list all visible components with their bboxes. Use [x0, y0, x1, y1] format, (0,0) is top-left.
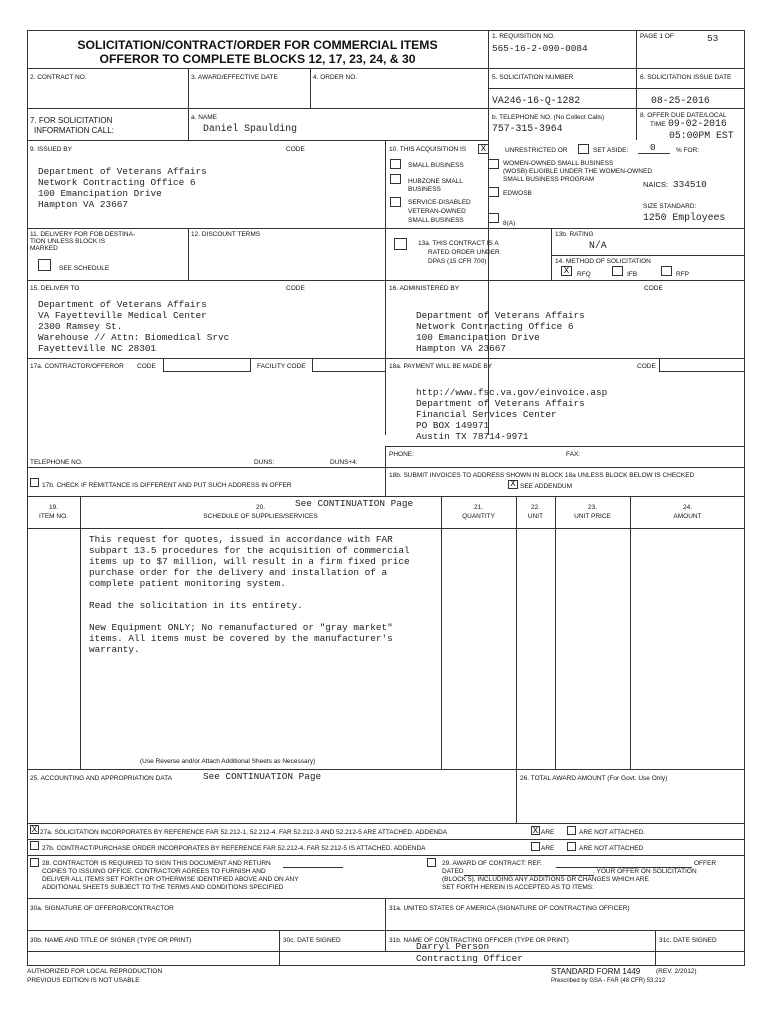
deliver-to-line-4: Warehouse // Attn: Biomedical Srvc [38, 332, 230, 343]
clause-27b-checkbox[interactable] [30, 841, 39, 850]
contractor-sign-checkbox[interactable] [30, 858, 39, 867]
co-date-label: 31c. DATE SIGNED [659, 937, 717, 944]
contact-name-label: a. NAME [191, 114, 218, 121]
contractor-sign-text-1: 28. CONTRACTOR IS REQUIRED TO SIGN THIS DOCUMENT AND RETURN [42, 860, 271, 867]
contact-name-value[interactable]: Daniel Spaulding [203, 123, 298, 134]
addenda-27a-are-mark: X [532, 826, 539, 836]
col-schedule-1: 20. [255, 504, 266, 511]
payment-line-3: Financial Services Center [416, 409, 557, 420]
payment-code-label: CODE [637, 363, 656, 370]
contractor-label: 17a. CONTRACTOR/OFFEROR [30, 363, 124, 370]
sdvosb-label-2: VETERAN-OWNED [408, 208, 466, 215]
total-award-label: 26. TOTAL AWARD AMOUNT (For Govt. Use Only) [520, 775, 668, 782]
addenda-27b-are-checkbox[interactable] [531, 842, 540, 851]
offer-due-time-label: TIME [650, 121, 666, 128]
payment-fax-label: FAX: [566, 451, 581, 458]
fob-label-1: 11. DELIVERY FOR FOB DESTINA- [30, 231, 136, 238]
signer-row-border [27, 930, 745, 966]
col-unit-price-2: UNIT PRICE [574, 513, 611, 520]
set-aside-checkbox[interactable] [578, 144, 589, 154]
payment-line-2: Department of Veterans Affairs [416, 398, 585, 409]
facility-code-box[interactable] [312, 358, 386, 372]
info-call-label-2: INFORMATION CALL: [34, 126, 114, 135]
issued-by-line-1: Department of Veterans Affairs [38, 166, 207, 177]
sdvosb-label-3: SMALL BUSINESS [408, 217, 464, 224]
administered-by-label: 16. ADMINISTERED BY [389, 285, 460, 292]
wosb-label-3: SMALL BUSINESS PROGRAM [503, 176, 595, 183]
signer-name-label: 30b. NAME AND TITLE OF SIGNER (TYPE OR PRINT) [30, 937, 192, 944]
form-subtitle: OFFEROR TO COMPLETE BLOCKS 12, 17, 23, 24, & 30 [99, 52, 416, 66]
award-date-label: 3. AWARD/EFFECTIVE DATE [191, 74, 278, 81]
set-aside-percent-label: % FOR: [676, 147, 700, 154]
offer-due-date-value[interactable]: 09-02-2016 [668, 118, 727, 129]
award-text-2a: DATED [442, 868, 464, 875]
contractor-sign-text-4: ADDITIONAL SHEETS SUBJECT TO THE TERMS AND CONDITIONS SPECIFIED [42, 884, 284, 891]
rated-order-label-3: DPAS (15 CFR 700) [428, 258, 487, 265]
small-business-label: SMALL BUSINESS [408, 162, 464, 169]
unrestricted-mark: X [480, 144, 487, 154]
hubzone-checkbox[interactable] [390, 174, 401, 184]
solicitation-method-label: 14. METHOD OF SOLICITATION [555, 258, 651, 265]
footer-previous-edition: PREVIOUS EDITION IS NOT USABLE [27, 977, 140, 984]
sdvosb-checkbox[interactable] [390, 197, 401, 207]
contractor-duns4-label: DUNS+4: [330, 459, 358, 466]
contractor-code-label: CODE [137, 363, 156, 370]
deliver-to-line-3: 2300 Ramsey St. [38, 321, 123, 332]
accounting-label: 25. ACCOUNTING AND APPROPRIATION DATA [30, 775, 172, 782]
award-text-1b: OFFER [694, 860, 717, 867]
reverse-note: (Use Reverse and/or Attach Additional Sheets as Necessary) [140, 758, 316, 765]
co-title-value: Contracting Officer [416, 953, 523, 964]
naics-label: NAICS: [643, 180, 669, 189]
offeror-signature-label: 30a. SIGNATURE OF OFFEROR/CONTRACTOR [30, 905, 174, 912]
eight-a-label: 8(A) [503, 220, 516, 227]
addendum-label: SEE ADDENDUM [520, 483, 573, 490]
requisition-value[interactable]: 565-16-2-090-0084 [492, 43, 588, 54]
col-schedule-2: SCHEDULE OF SUPPLIES/SERVICES [203, 513, 318, 520]
addenda-27b-are-label: ARE [541, 845, 555, 852]
administered-by-code-label: CODE [644, 285, 663, 292]
issued-by-label: 9. ISSUED BY [30, 146, 72, 153]
see-schedule-checkbox[interactable] [38, 259, 51, 271]
order-no-label: 4. ORDER NO. [313, 74, 358, 81]
col-item-no-2: ITEM NO. [39, 513, 68, 520]
discount-terms-label: 12. DISCOUNT TERMS [191, 231, 261, 238]
unrestricted-label: UNRESTRICTED OR [505, 147, 568, 154]
deliver-to-line-5: Fayetteville NC 28301 [38, 343, 157, 354]
issued-by-line-2: Network Contracting Office 6 [38, 177, 196, 188]
fob-label-2: TION UNLESS BLOCK IS [30, 238, 106, 245]
rated-order-checkbox[interactable] [394, 238, 407, 250]
schedule-line-5: complete patient monitoring system. [89, 578, 286, 589]
clause-27a-mark: X [31, 825, 38, 835]
offer-due-label: 8. OFFER DUE DATE/LOCAL [640, 112, 727, 119]
see-schedule-label: SEE SCHEDULE [59, 265, 110, 272]
solicitation-issue-date-value[interactable]: 08-25-2016 [651, 95, 710, 106]
wosb-checkbox[interactable] [488, 159, 499, 169]
contractor-duns-label: DUNS: [254, 459, 275, 466]
administered-by-line-3: 100 Emancipation Drive [416, 332, 540, 343]
rated-order-label-2: RATED ORDER UNDER [428, 249, 500, 256]
schedule-line-3: items up to $7 million, will result in a firm fixed price [89, 556, 410, 567]
schedule-line-11: warranty. [89, 644, 140, 655]
addenda-27a-not-label: ARE NOT ATTACHED. [579, 829, 646, 836]
issued-by-line-4: Hampton VA 23667 [38, 199, 129, 210]
solicitation-number-value[interactable]: VA246-16-Q-1282 [492, 95, 581, 106]
page-label: PAGE 1 OF [640, 33, 674, 40]
award-text-3: (BLOCK 5), INCLUDING ANY ADDITIONS OR CHANGES WHICH ARE [442, 876, 649, 883]
col-unit-1: 22. [530, 504, 541, 511]
contractor-sign-text-2: COPIES TO ISSUING OFFICE. CONTRACTOR AGREES TO FURNISH AND [42, 868, 266, 875]
issued-by-line-3: 100 Emancipation Drive [38, 188, 162, 199]
offer-due-time-value[interactable]: 05:00PM EST [669, 130, 734, 141]
rated-order-label-1: 13a. THIS CONTRACT IS A [418, 240, 499, 247]
award-text-4: SET FORTH HEREIN IS ACCEPTED AS TO ITEMS: [442, 884, 594, 891]
deliver-to-label: 15. DELIVER TO [30, 285, 80, 292]
clause-27b-label: 27b. CONTRACT/PURCHASE ORDER INCORPORATES BY REFERENCE FAR 52.212-4. FAR 52.212-5 IS ATTACHED. ADDENDA [42, 845, 426, 852]
schedule-line-10: items. All items must be covered by the manufacturer's [89, 633, 393, 644]
acquisition-label: 10. THIS ACQUISITION IS [389, 146, 467, 153]
schedule-line-9: New Equipment ONLY; No remanufactured or "gray market" [89, 622, 393, 633]
wosb-label-2: (WOSB) ELIGIBLE UNDER THE WOMEN-OWNED [503, 168, 653, 175]
edwosb-label: EDWOSB [503, 190, 532, 197]
award-text-2b: . YOUR OFFER ON SOLICITATION [593, 868, 697, 875]
set-aside-label: SET ASIDE: [593, 147, 629, 154]
requisition-label: 1. REQUISITION NO. [492, 33, 555, 40]
rfq-mark: X [563, 266, 570, 276]
contractor-sign-text-3: DELIVER ALL ITEMS SET FORTH OR OTHERWISE IDENTIFIED ABOVE AND ON ANY [42, 876, 299, 883]
addenda-27a-are-label: ARE [541, 829, 555, 836]
accounting-value: See CONTINUATION Page [203, 771, 322, 782]
schedule-line-7: Read the solicitation in its entirety. [89, 600, 303, 611]
edwosb-checkbox[interactable] [488, 187, 499, 197]
schedule-line-1: This request for quotes, issued in accordance with FAR [89, 534, 393, 545]
co-name-label: 31b. NAME OF CONTRACTING OFFICER (TYPE OR PRINT) [389, 937, 569, 944]
footer-revision: (REV. 2/2012) [656, 968, 697, 975]
co-signature-label: 31a. UNITED STATES OF AMERICA (SIGNATURE OF CONTRACTING OFFICER) [389, 905, 630, 912]
payment-code-box[interactable] [659, 358, 745, 372]
footer-reproduction: AUTHORIZED FOR LOCAL REPRODUCTION [27, 968, 163, 975]
fob-label-3: MARKED [30, 245, 58, 252]
form-title: SOLICITATION/CONTRACT/ORDER FOR COMMERCIAL ITEMS [77, 38, 438, 52]
wosb-label-1: WOMEN-OWNED SMALL BUSINESS [503, 160, 614, 167]
administered-by-line-4: Hampton VA 23667 [416, 343, 507, 354]
payment-line-1: http://www.fsc.va.gov/einvoice.asp [416, 387, 608, 398]
rating-value[interactable]: N/A [589, 240, 607, 251]
award-checkbox[interactable] [427, 858, 436, 867]
clause-27a-label: 27a. SOLICITATION INCORPORATES BY REFERENCE FAR 52.212-1, 52.212-4. FAR 52.212-3 AND 52.212-5 ARE ATTACHED. ADDENDA [40, 829, 448, 836]
deliver-to-line-2: VA Fayetteville Medical Center [38, 310, 207, 321]
contact-phone-value[interactable]: 757-315-3964 [492, 123, 563, 134]
footer-prescribed: Prescribed by GSA - FAR (48 CFR) 53.212 [551, 978, 666, 984]
col-amount-2: AMOUNT [673, 513, 702, 520]
col-quantity-2: QUANTITY [462, 513, 495, 520]
addenda-27a-not-checkbox[interactable] [567, 826, 576, 835]
rfp-label: RFP [676, 271, 689, 278]
payment-line-5: Austin TX 78714-9971 [416, 431, 529, 442]
contractor-telephone-label: TELEPHONE NO. [30, 459, 83, 466]
schedule-line-4: purchase order for the delivery and installation of a [89, 567, 388, 578]
solicitation-issue-date-label: 6. SOLICITATION ISSUE DATE [640, 74, 732, 81]
contractor-code-box[interactable] [163, 358, 251, 372]
co-name-value: Darryl Person [416, 941, 490, 952]
remittance-checkbox[interactable] [30, 478, 39, 487]
col-quantity-1: 21. [473, 504, 484, 511]
info-call-label-1: 7. FOR SOLICITATION [30, 116, 113, 125]
size-standard-value[interactable]: 1250 Employees [643, 212, 726, 223]
administered-by-line-1: Department of Veterans Affairs [416, 310, 585, 321]
small-business-checkbox[interactable] [390, 159, 401, 169]
facility-code-label: FACILITY CODE [257, 363, 306, 370]
addendum-mark: X [510, 479, 516, 489]
sdvosb-label-1: SERVICE-DISABLED [408, 199, 471, 206]
addenda-27b-not-label: ARE NOT ATTACHED [579, 845, 644, 852]
page-total: 53 [707, 33, 719, 44]
rating-label: 13b. RATING [555, 231, 594, 238]
hubzone-label-1: HUBZONE SMALL [408, 178, 463, 185]
footer-form-number: STANDARD FORM 1449 [551, 967, 641, 976]
eight-a-checkbox[interactable] [488, 213, 499, 223]
rfp-checkbox[interactable] [661, 266, 672, 276]
issued-by-code-label: CODE [286, 146, 305, 153]
deliver-to-code-label: CODE [286, 285, 305, 292]
offeror-date-label: 30c. DATE SIGNED [283, 937, 341, 944]
ifb-label: IFB [627, 271, 638, 278]
award-text-1a: 29. AWARD OF CONTRACT: REF. [442, 860, 542, 867]
contract-no-label: 2. CONTRACT NO. [30, 74, 87, 81]
col-schedule-note: See CONTINUATION Page [295, 498, 414, 509]
naics-value[interactable]: 334510 [673, 179, 707, 190]
form-border-top [27, 30, 745, 452]
size-standard-label: SIZE STANDARD: [643, 203, 697, 210]
hubzone-label-2: BUSINESS [408, 186, 441, 193]
deliver-to-line-1: Department of Veterans Affairs [38, 299, 207, 310]
col-amount-1: 24. [682, 504, 693, 511]
payment-line-4: PO BOX 149971 [416, 420, 490, 431]
col-unit-price-1: 23. [587, 504, 598, 511]
col-item-no-1: 19. [48, 504, 59, 511]
rfq-label: RFQ [577, 271, 591, 278]
submit-invoices-label: 18b. SUBMIT INVOICES TO ADDRESS SHOWN IN BLOCK 18a UNLESS BLOCK BELOW IS CHECKED [389, 472, 695, 479]
administered-by-line-2: Network Contracting Office 6 [416, 321, 574, 332]
payment-by-label: 18a. PAYMENT WILL BE MADE BY [389, 363, 493, 370]
ifb-checkbox[interactable] [612, 266, 623, 276]
set-aside-percent-value[interactable]: 0 [650, 142, 656, 153]
remittance-label: 17b. CHECK IF REMITTANCE IS DIFFERENT AND PUT SUCH ADDRESS IN OFFER [42, 482, 292, 489]
solicitation-number-label: 5. SOLICITATION NUMBER [492, 74, 574, 81]
contact-phone-label: b. TELEPHONE NO. (No Collect Calls) [492, 114, 605, 121]
col-unit-2: UNIT [527, 513, 544, 520]
payment-phone-label: PHONE: [389, 451, 414, 458]
schedule-line-2: subpart 13.5 procedures for the acquisition of commercial [89, 545, 410, 556]
addenda-27b-not-checkbox[interactable] [567, 842, 576, 851]
